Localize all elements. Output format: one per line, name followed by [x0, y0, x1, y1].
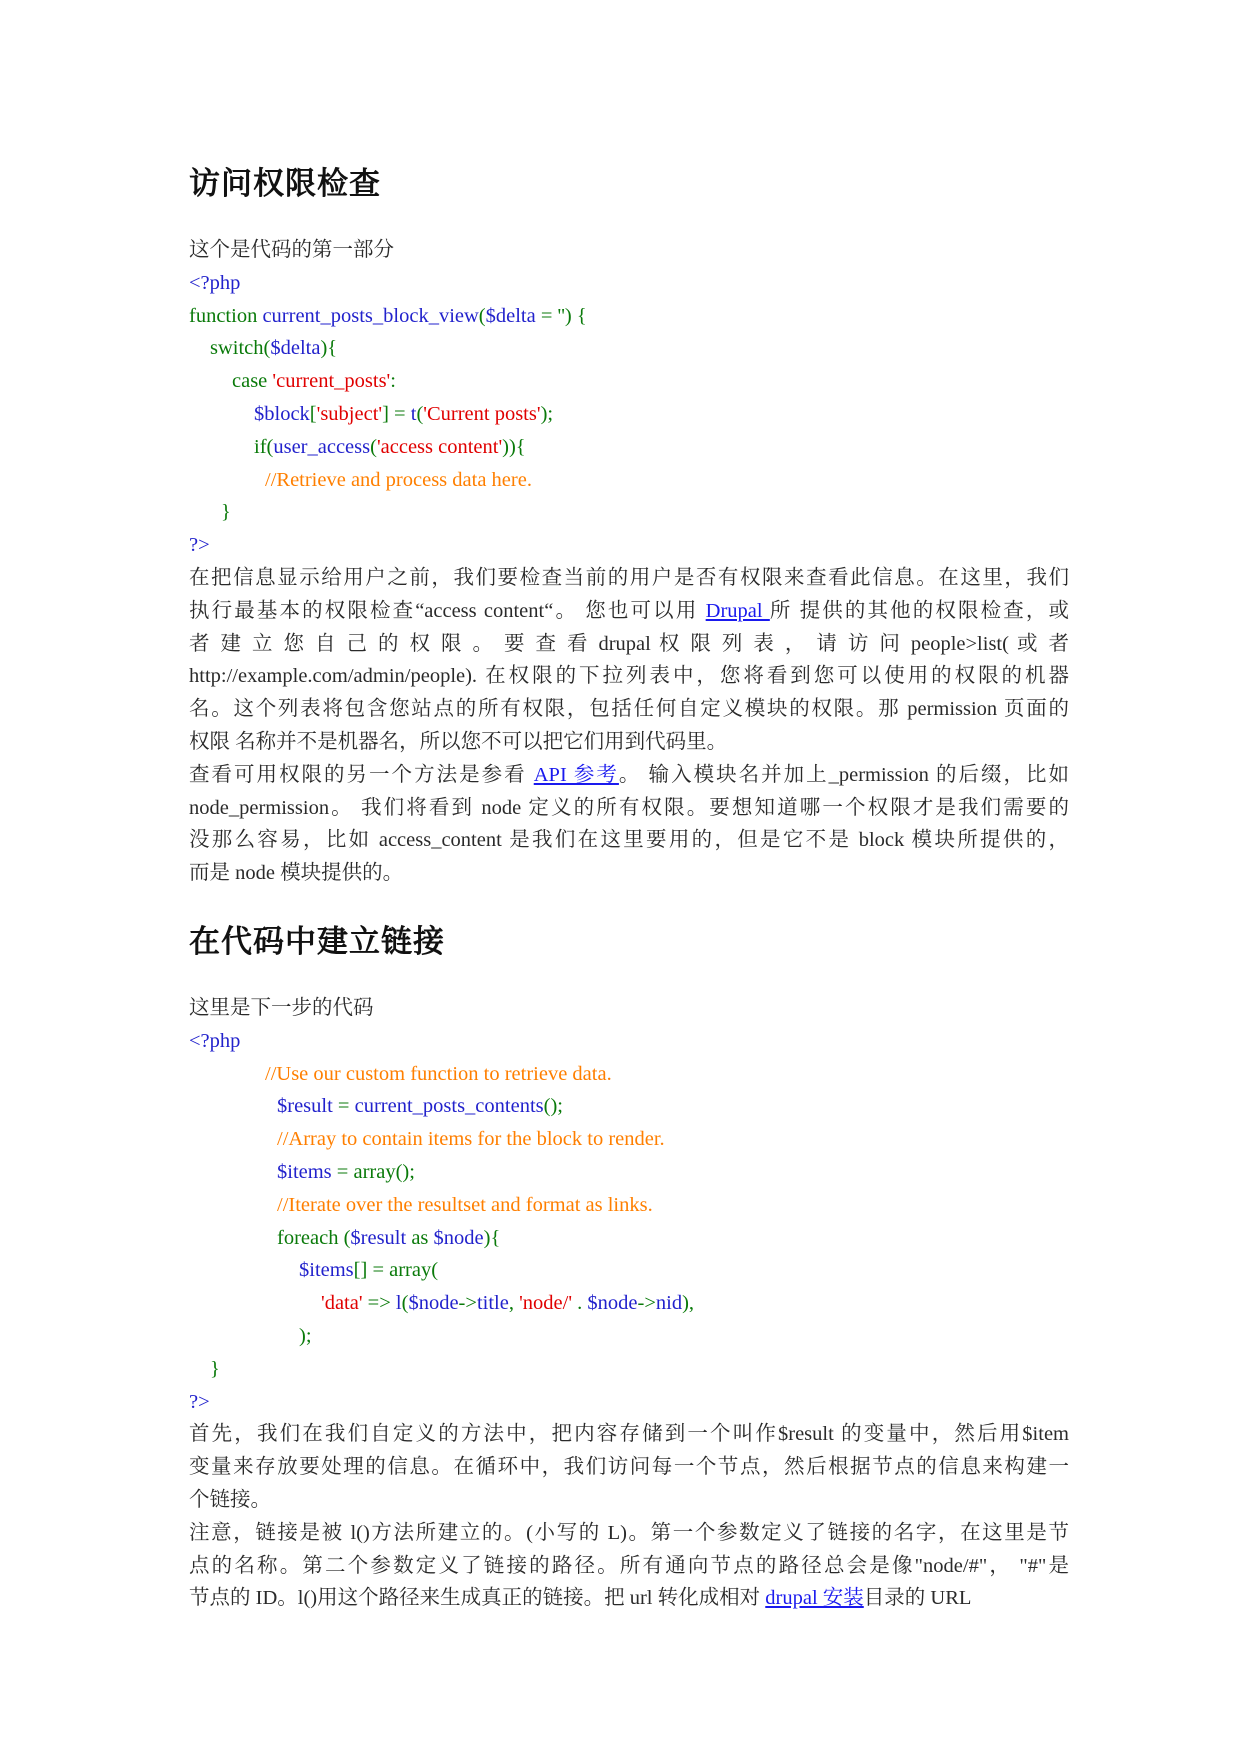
text-line [189, 824, 1069, 857]
code-line [189, 1058, 1069, 1091]
code-token: -> [637, 1292, 656, 1315]
hyperlink[interactable]: API 参考 [533, 763, 619, 786]
code-token: ); [540, 402, 554, 425]
code-line [189, 1156, 1069, 1189]
text-run: 。 输入模块名并加上_permission 的后缀，比如 [618, 763, 1069, 786]
code-line [189, 1123, 1069, 1156]
code-token: => [362, 1292, 396, 1315]
code-token: //Array to contain items for the block to render. [277, 1128, 665, 1151]
text-run: 权限 名称并不是机器名，所以您不可以把它们用到代码里。 [189, 730, 728, 753]
text-run: 而是 node 模块提供的。 [189, 862, 404, 885]
code-token: <?php [189, 271, 241, 294]
code-token: nid [655, 1292, 683, 1315]
hyperlink[interactable]: Drupal [705, 599, 770, 622]
text-line [189, 857, 1069, 890]
text-run: 这个是代码的第一部分 [189, 239, 394, 261]
hyperlink[interactable]: drupal 安装 [765, 1587, 864, 1610]
code-token: $delta [485, 304, 536, 327]
text-line [189, 1550, 1069, 1583]
text-run: 点的名称。第二个参数定义了链接的路径。所有通向节点的路径总会是像"node/#"， "#"是 [189, 1554, 1069, 1577]
code-token: 'access content' [376, 435, 503, 458]
text-line [189, 1582, 1069, 1615]
code-token: ( [370, 435, 377, 458]
code-line [189, 1025, 1069, 1058]
text-run: 所 提供的其他的权限检查，或 [769, 599, 1069, 622]
code-token: ] = [382, 402, 411, 425]
code-token: = '') { [535, 304, 587, 327]
code-line [189, 365, 1069, 398]
code-token: //Iterate over the resultset and format as links. [277, 1193, 653, 1216]
code-line [189, 1189, 1069, 1222]
text-line [189, 628, 1069, 661]
code-token: $block [254, 402, 310, 425]
text-line [189, 562, 1069, 595]
section-body-access-check [189, 234, 1069, 890]
section-body-links-in-code [189, 992, 1069, 1615]
code-line [189, 496, 1069, 529]
text-run: 查看可用权限的另一个方法是参看 [189, 763, 534, 786]
text-run: 没那么容易，比如 access_content 是我们在这里要用的，但是它不是 block 模块所提供的， [189, 829, 1069, 852]
text-run: 变量来存放要处理的信息。在循环中，我们访问每一个节点，然后根据节点的信息来构建一 [189, 1456, 1069, 1479]
code-token: title [476, 1292, 509, 1315]
code-token: $result [350, 1226, 407, 1249]
code-line [189, 1090, 1069, 1123]
code-token: (); [543, 1095, 563, 1118]
text-line [189, 1517, 1069, 1550]
text-line [189, 759, 1069, 792]
text-line [189, 792, 1069, 825]
code-line [189, 398, 1069, 431]
code-line [189, 267, 1069, 300]
section-heading-access-check: 访问权限检查 [189, 166, 381, 202]
code-line [189, 300, 1069, 333]
code-token: $result [277, 1095, 333, 1118]
text-run: 个链接。 [189, 1488, 271, 1511]
section-heading-links-in-code: 在代码中建立链接 [189, 924, 445, 960]
code-token: //Use our custom function to retrieve data. [265, 1062, 612, 1085]
code-token: function [189, 304, 263, 327]
code-token: } [210, 1357, 220, 1380]
text-run: 目录的 URL [863, 1587, 972, 1610]
code-token: ); [299, 1324, 312, 1347]
text-line [189, 1451, 1069, 1484]
text-line [189, 660, 1069, 693]
code-line [189, 529, 1069, 562]
code-token: //Retrieve and process data here. [265, 468, 532, 491]
code-token: if( [254, 435, 274, 458]
code-token: 'Current posts' [423, 402, 541, 425]
code-token: [ [309, 402, 317, 425]
code-line [189, 431, 1069, 464]
code-token: . [572, 1292, 588, 1315]
text-line [189, 1484, 1069, 1517]
code-token: 'node/' [519, 1292, 573, 1315]
text-run: 节点的 ID。l()用这个路径来生成真正的链接。把 url 转化成相对 [189, 1587, 766, 1610]
code-token: foreach ( [277, 1226, 351, 1249]
code-token: l [395, 1292, 402, 1315]
text-run: 执行最基本的权限检查“access content“。 您也可以用 [189, 599, 706, 622]
code-token: ( [401, 1292, 409, 1315]
code-token: $node [433, 1226, 484, 1249]
text-line [189, 595, 1069, 628]
code-line [189, 1254, 1069, 1287]
text-run: 在把信息显示给用户之前，我们要检查当前的用户是否有权限来查看此信息。在这里，我们 [189, 566, 1069, 589]
code-token: 'current_posts' [272, 370, 391, 393]
code-token: $node [408, 1292, 459, 1315]
code-token: ?> [189, 534, 210, 557]
code-token: $delta [270, 337, 321, 360]
code-token: -> [458, 1292, 477, 1315]
code-token: ){ [483, 1226, 501, 1249]
text-run: 首先，我们在我们自定义的方法中，把内容存储到一个叫作$result 的变量中，然后用$item [189, 1423, 1069, 1446]
code-line [189, 1222, 1069, 1255]
code-token: $node [587, 1292, 638, 1315]
code-token: t [410, 402, 417, 425]
code-token: current_posts_block_view [262, 304, 479, 327]
code-token: as [406, 1226, 434, 1249]
text-run: node_permission。 我们将看到 node 定义的所有权限。要想知道哪一个权限才是我们需要的 [189, 796, 1069, 819]
text-line [189, 234, 1069, 267]
code-token: ( [478, 304, 486, 327]
code-token: ){ [320, 337, 338, 360]
code-token: 'subject' [316, 402, 383, 425]
code-token: user_access [273, 435, 371, 458]
text-line [189, 726, 1069, 759]
code-token: <?php [189, 1029, 241, 1052]
code-token: 'data' [321, 1292, 363, 1315]
text-run: 注意，链接是被 l()方法所建立的。(小写的 L)。第一个参数定义了链接的名字，在这里是节 [189, 1521, 1069, 1544]
text-line [189, 1418, 1069, 1451]
code-token: $items [299, 1259, 354, 1282]
code-token: : [390, 370, 396, 393]
code-token: } [221, 501, 231, 524]
code-token: switch( [210, 337, 271, 360]
code-line [189, 1353, 1069, 1386]
text-run: http://example.com/admin/people). 在权限的下拉列表中，您将看到您可以使用的权限的机器 [189, 665, 1069, 688]
code-token: current_posts_contents [354, 1095, 544, 1118]
code-line [189, 464, 1069, 497]
code-line [189, 1287, 1069, 1320]
text-line [189, 992, 1069, 1025]
code-token: = [332, 1095, 355, 1118]
code-token: )){ [502, 435, 526, 458]
code-token: ?> [189, 1390, 210, 1413]
text-line [189, 693, 1069, 726]
code-line [189, 1386, 1069, 1419]
code-line [189, 1320, 1069, 1353]
code-token: = array(); [331, 1160, 415, 1183]
text-run: 名。这个列表将包含您站点的所有权限，包括任何自定义模块的权限。那 permission 页面的 [189, 698, 1069, 721]
code-token: [] = array( [353, 1259, 439, 1282]
code-token: case [232, 370, 273, 393]
code-token: ), [682, 1292, 695, 1315]
code-token: ( [416, 402, 424, 425]
text-run: 这里是下一步的代码 [189, 997, 374, 1019]
code-token: $items [277, 1160, 332, 1183]
code-token: , [508, 1292, 520, 1315]
code-line [189, 332, 1069, 365]
text-run: 者 建 立 您 自 己 的 权 限 。 要 查 看 drupal 权 限 列 表 ， 请 访 问 people>list( 或 者 [189, 632, 1069, 655]
